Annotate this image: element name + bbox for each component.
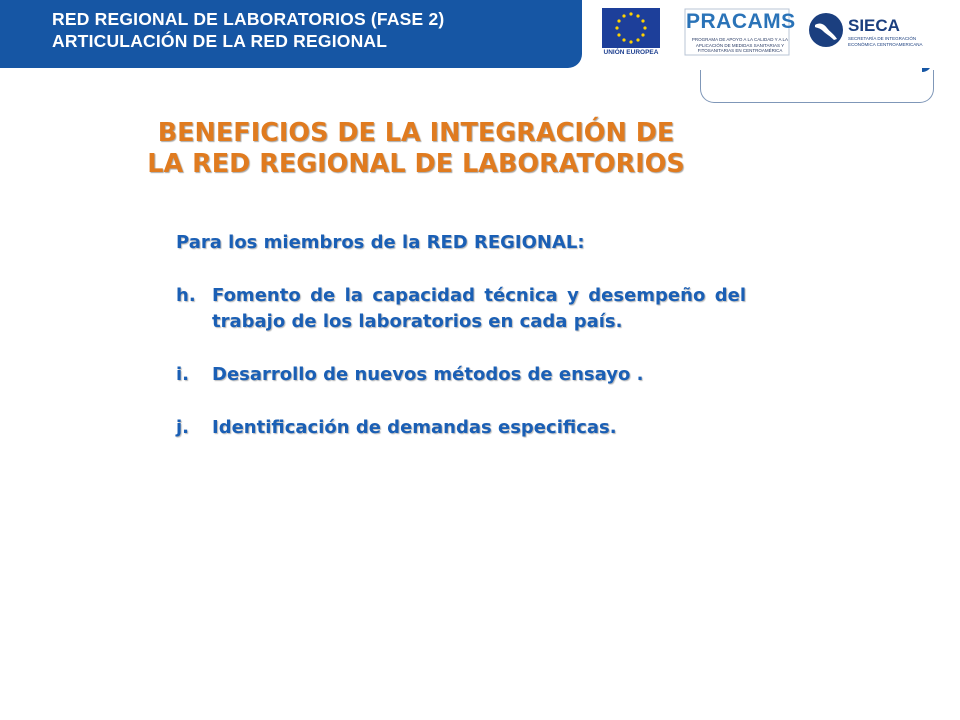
header-title bbox=[52, 8, 444, 52]
benefits-content bbox=[176, 230, 746, 468]
header-title-line-2: ARTICULACIÓN DE LA RED REGIONAL bbox=[52, 31, 388, 51]
list-marker: i. bbox=[176, 364, 190, 385]
sieca-wordmark: SIECA bbox=[848, 16, 900, 35]
list-item bbox=[176, 415, 746, 441]
pracams-subtitle: PROGRAMA DE APOYO A LA CALIDAD Y A LA APLICACIÓN DE MEDIDAS SANITARIAS Y FITOSANITARIAS EN CENTROAMÉRICA bbox=[691, 37, 789, 53]
list-marker: h. bbox=[176, 285, 196, 306]
sieca-emblem-icon bbox=[808, 12, 844, 48]
slide-title-line-1: BENEFICIOS DE LA INTEGRACIÓN DE bbox=[157, 118, 675, 148]
slide-title-line-2: LA RED REGIONAL DE LABORATORIOS bbox=[147, 149, 685, 179]
logo-frame bbox=[700, 70, 934, 103]
sieca-subtitle: SECRETARÍA DE INTEGRACIÓN ECONÓMICA CENTROAMERICANA bbox=[848, 36, 923, 47]
list-item-text: Fomento de la capacidad técnica y desempeño del trabajo de los laboratorios en cada país. bbox=[212, 285, 746, 332]
benefits-intro: Para los miembros de la RED REGIONAL: bbox=[176, 232, 585, 253]
list-item bbox=[176, 362, 746, 388]
list-item-text: Desarrollo de nuevos métodos de ensayo . bbox=[212, 364, 644, 385]
list-item-text: Identificación de demandas especificas. bbox=[212, 417, 617, 438]
header-title-line-1: RED REGIONAL DE LABORATORIOS (FASE 2) bbox=[52, 9, 445, 29]
list-item bbox=[176, 283, 746, 335]
eu-label: UNIÓN EUROPEA bbox=[603, 49, 659, 56]
slide-title bbox=[0, 118, 832, 180]
list-marker: j. bbox=[176, 417, 190, 438]
pracams-wordmark: PRACAMS bbox=[686, 10, 796, 33]
